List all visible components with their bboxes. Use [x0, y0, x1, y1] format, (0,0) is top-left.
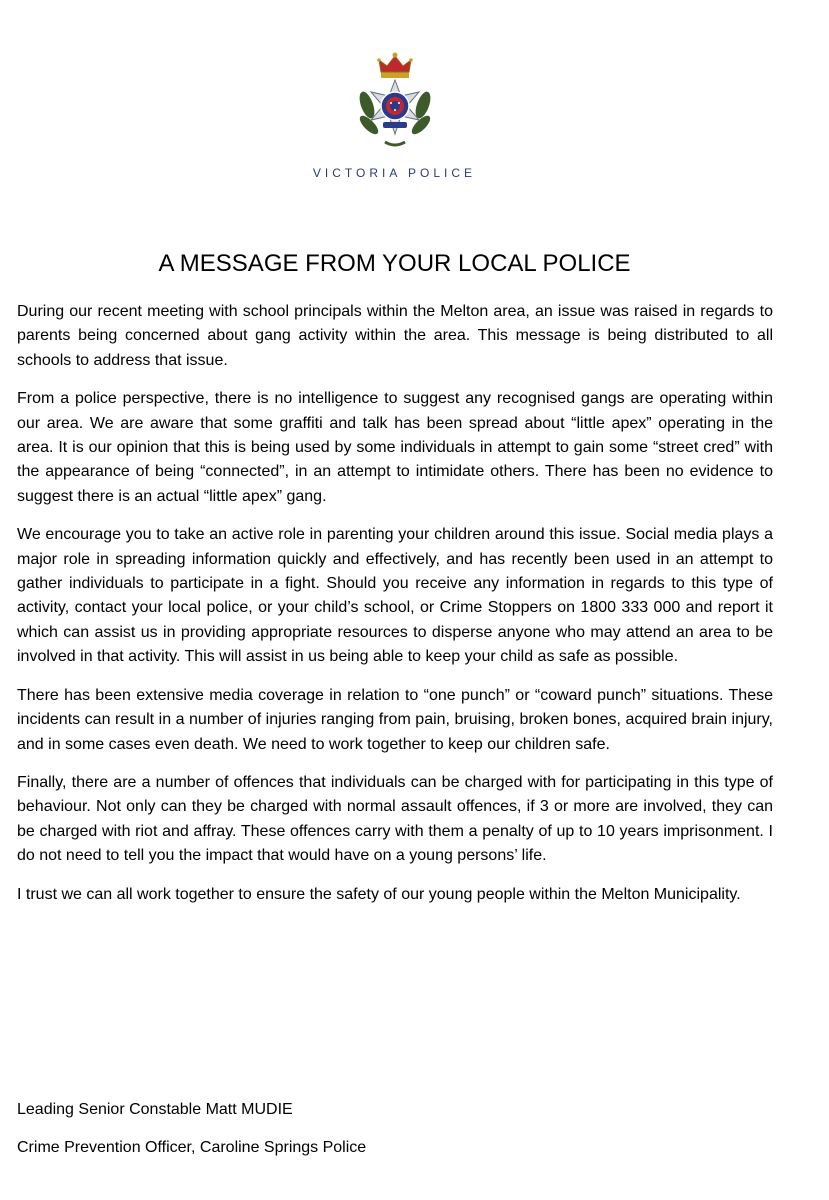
letterhead	[0, 50, 789, 180]
crown-icon	[377, 53, 413, 79]
paragraph-intro: During our recent meeting with school principals within the Melton area, an issue was raised in regards to parents being concerned about gang activity within the area. This message is being distributed to all schools to address that issue.	[17, 303, 773, 369]
star-badge-icon	[371, 80, 419, 134]
page-title: A MESSAGE FROM YOUR LOCAL POLICE	[158, 250, 631, 277]
paragraph-media-coverage: There has been extensive media coverage in relation to “one punch” or “coward punch” situations. These incidents can result in a number of injuries ranging from pain, bruising, broken bones, acquired brain injury, and in some cases even death. We need to work together to keep our children safe.	[17, 686, 773, 753]
paragraph-encouragement: We encourage you to take an active role in parenting your children around this issue. Social media plays a major role in spreading information quickly and effectively, and has recently been used in an attempt to gather individuals to participate in a fight. Should you receive any information in regards to this type of activity, contact your local police, or your child’s school, or Crime Stoppers on 1800 333 000 and report it which can assist us in providing appropriate resources to disperse anyone who may attend an area to be involved in that activity. This will assist in us being able to keep your child as safe as possible.	[17, 526, 773, 666]
paragraph-closing: I trust we can all work together to ensure the safety of our young people within the Melton Municipality.	[17, 885, 741, 903]
signature-block	[17, 1098, 773, 1174]
signature-position: Crime Prevention Officer, Caroline Springs Police	[17, 1139, 367, 1156]
paragraph-offences: Finally, there are a number of offences that individuals can be charged with for participating in this type of behaviour. Not only can they be charged with normal assault offences, if 3 or more are involved, they can be charged with riot and affray. These offences carry with them a penalty of up to 10 years imprisonment. I do not need to tell you the impact that would have on a young persons’ life.	[17, 773, 773, 865]
paragraph-police-perspective: From a police perspective, there is no intelligence to suggest any recognised gangs are operating within our area. We are aware that some graffiti and talk has been spread about “little apex” operating in the area. It is our opinion that this is being used by some individuals in attempt to gain some “street cred” with the appearance of being “connected”, in an attempt to intimidate others. There has been no evidence to suggest there is an actual “little apex” gang.	[17, 390, 773, 505]
organization-name: VICTORIA POLICE	[312, 166, 477, 180]
victoria-police-crest-logo	[355, 50, 435, 160]
message-body	[17, 300, 773, 921]
signature-name: Leading Senior Constable Matt MUDIE	[17, 1101, 293, 1118]
